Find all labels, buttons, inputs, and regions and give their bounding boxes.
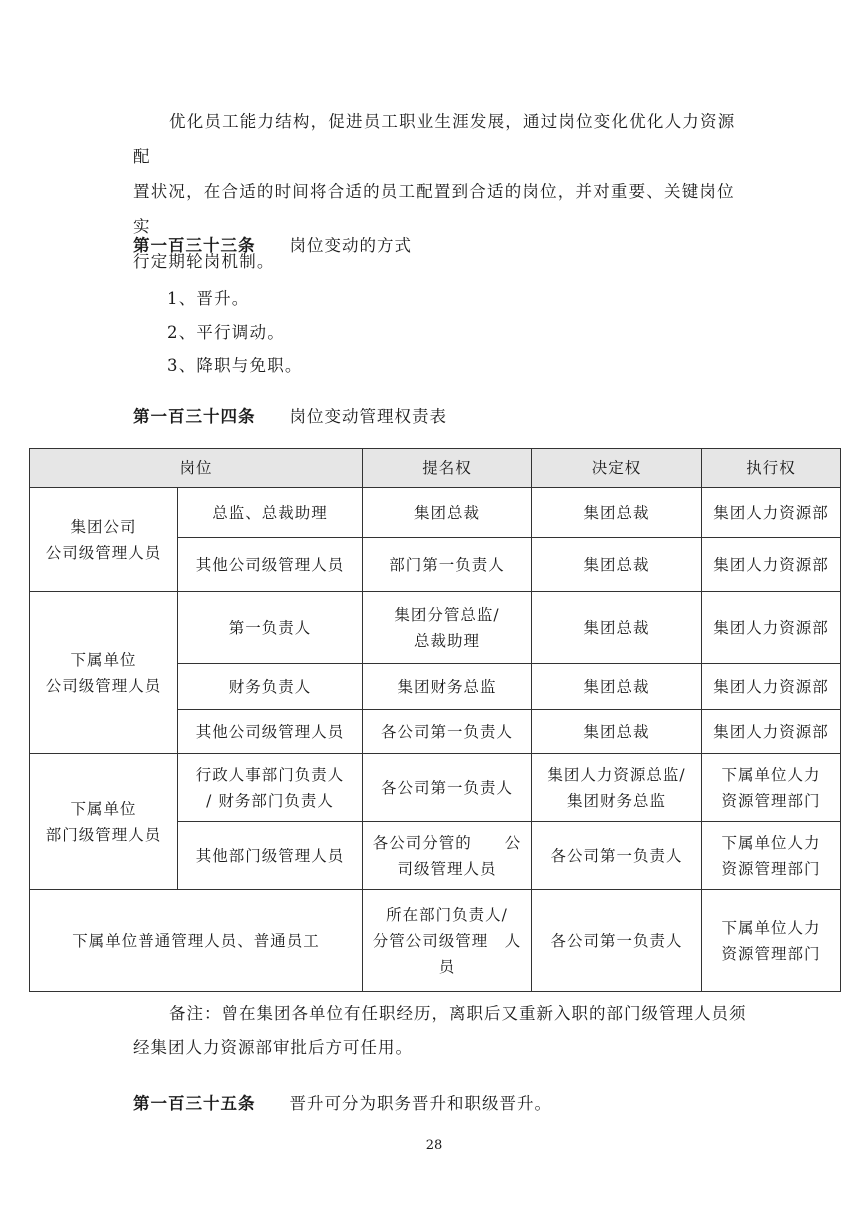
decide-cell: 集团总裁 (532, 710, 702, 754)
nominate-line: 所在部门负责人/ (386, 905, 508, 924)
article-135-title: 晋升可分为职务晋升和职级晋升。 (289, 1094, 552, 1113)
note-line-2: 经集团人力资源部审批后方可任用。 (133, 1038, 413, 1057)
position-line: 行政人事部门负责人 (195, 765, 345, 784)
execute-cell (702, 890, 841, 992)
position-cell (178, 754, 363, 822)
execute-line: 资源管理部门 (721, 944, 821, 963)
group-label-line: 部门级管理人员 (45, 825, 162, 844)
position-cell: 财务负责人 (178, 664, 363, 710)
method-item-2: 2、平行调动。 (167, 323, 285, 342)
table-note (133, 997, 773, 1065)
execute-cell: 集团人力资源部 (702, 664, 841, 710)
position-cell: 第一负责人 (178, 592, 363, 664)
decide-cell: 集团总裁 (532, 488, 702, 538)
execute-cell: 集团人力资源部 (702, 538, 841, 592)
group-label (30, 592, 178, 754)
nominate-line: 总裁助理 (414, 631, 481, 650)
nominate-cell (363, 822, 532, 890)
execute-cell (702, 754, 841, 822)
table-row (30, 890, 841, 992)
decide-cell: 集团总裁 (532, 664, 702, 710)
article-134-number: 第一百三十四条 (133, 407, 256, 426)
position-cell: 其他公司级管理人员 (178, 710, 363, 754)
nominate-line: 分管公司级管理 人 (372, 931, 522, 950)
decide-cell (532, 754, 702, 822)
table-row (30, 592, 841, 664)
nominate-cell: 集团总裁 (363, 488, 532, 538)
execute-line: 下属单位人力 (721, 918, 821, 937)
execute-line: 资源管理部门 (721, 859, 821, 878)
nominate-cell: 各公司第一负责人 (363, 754, 532, 822)
group-label-line: 下属单位 (70, 799, 137, 818)
nominate-cell (363, 592, 532, 664)
group-label (30, 754, 178, 890)
nominate-line: 集团分管总监/ (394, 605, 500, 624)
page-number: 28 (425, 1138, 443, 1153)
method-item-1: 1、晋升。 (167, 289, 250, 308)
nominate-cell (363, 890, 532, 992)
decide-cell: 各公司第一负责人 (532, 890, 702, 992)
position-cell: 其他公司级管理人员 (178, 538, 363, 592)
execute-cell: 集团人力资源部 (702, 710, 841, 754)
article-135-number: 第一百三十五条 (133, 1094, 256, 1113)
table-header-row (30, 449, 841, 488)
intro-line-3: 行定期轮岗机制。 (133, 252, 275, 271)
execute-cell (702, 822, 841, 890)
position-cell: 其他部门级管理人员 (178, 822, 363, 890)
execute-line: 资源管理部门 (721, 791, 821, 810)
table-row (30, 488, 841, 538)
decide-cell: 集团总裁 (532, 538, 702, 592)
execute-cell: 集团人力资源部 (702, 488, 841, 538)
article-133-title: 岗位变动的方式 (289, 236, 412, 255)
intro-line-1: 优化员工能力结构，促进员工职业生涯发展，通过岗位变化优化人力资源配 (133, 112, 736, 166)
nominate-cell: 部门第一负责人 (363, 538, 532, 592)
header-decide: 决定权 (532, 449, 702, 488)
intro-line-2: 置状况，在合适的时间将合适的员工配置到合适的岗位，并对重要、关键岗位实 (133, 182, 735, 236)
group-label-line: 公司级管理人员 (45, 676, 162, 695)
header-execute: 执行权 (702, 449, 841, 488)
authority-table (29, 448, 841, 992)
table-row (30, 754, 841, 822)
nominate-cell: 集团财务总监 (363, 664, 532, 710)
header-nominate: 提名权 (363, 449, 532, 488)
position-line: / 财务部门负责人 (206, 791, 334, 810)
group-label (30, 488, 178, 592)
decide-line: 集团人力资源总监/ (547, 765, 686, 784)
execute-line: 下属单位人力 (721, 765, 821, 784)
decide-line: 集团财务总监 (567, 791, 667, 810)
header-position: 岗位 (30, 449, 363, 488)
group-label-line: 公司级管理人员 (45, 543, 162, 562)
group-label-line: 下属单位 (70, 650, 137, 669)
article-134-title: 岗位变动管理权责表 (289, 407, 447, 426)
article-134-heading (133, 403, 447, 427)
method-item-3: 3、降职与免职。 (167, 356, 303, 375)
nominate-line: 各公司分管的 公 (372, 833, 522, 852)
article-133-heading (133, 232, 412, 256)
group-label: 下属单位普通管理人员、普通员工 (30, 890, 363, 992)
nominate-cell: 各公司第一负责人 (363, 710, 532, 754)
decide-cell: 集团总裁 (532, 592, 702, 664)
execute-cell: 集团人力资源部 (702, 592, 841, 664)
group-label-line: 集团公司 (70, 517, 137, 536)
decide-cell: 各公司第一负责人 (532, 822, 702, 890)
execute-line: 下属单位人力 (721, 833, 821, 852)
article-133-number: 第一百三十三条 (133, 236, 256, 255)
position-cell: 总监、总裁助理 (178, 488, 363, 538)
nominate-line: 司级管理人员 (397, 859, 497, 878)
nominate-line: 员 (438, 957, 456, 976)
note-line-1: 备注：曾在集团各单位有任职经历，离职后又重新入职的部门级管理人员须 (169, 1004, 747, 1023)
article-135-heading (133, 1090, 552, 1114)
